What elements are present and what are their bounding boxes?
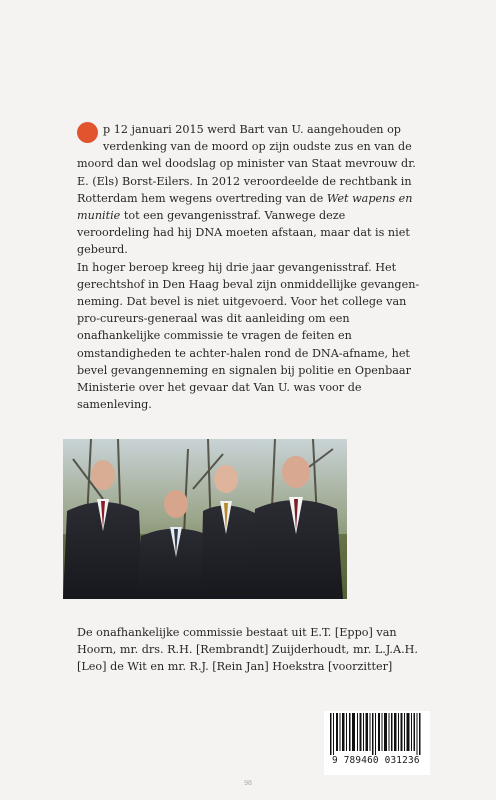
commission-photo [63, 439, 347, 599]
isbn-barcode [324, 711, 430, 775]
paragraph-1-text-a: p 12 januari 2015 werd Bart van U. aangehouden op verdenking van de moord op zijn oudste zus en van de moord dan wel doodslag op minister van Staat mevrouw dr. E. (Els) Borst-Eilers. In 2012 veroordeelde de rechtbank in Rotterdam hem wegens overtreding van de [77, 123, 416, 205]
drop-cap-circle [77, 122, 98, 143]
isbn-digits: 9 789460 031236 [332, 755, 420, 766]
italic-law-title: Wet wapens en munitie [77, 191, 413, 223]
body-text [77, 121, 421, 413]
commission-photo-image [63, 439, 347, 599]
photo-caption: De onafhankelijke commissie bestaat uit E.T. [Eppo] van Hoorn, mr. drs. R.H. [Rembrandt] Zuijderhoudt, mr. L.J.A.H. [Leo] de Wit en mr. R.J. [Rein Jan] Hoekstra [voorzitter] [77, 626, 418, 674]
paragraph-1-text-b: tot een gevangenisstraf. Vanwege deze veroordeling had hij DNA moeten afstaan, maar dat is niet gebeurd. [77, 209, 410, 257]
paragraph-1 [77, 121, 421, 259]
paragraph-2: In hoger beroep kreeg hij drie jaar gevangenisstraf. Het gerechtshof in Den Haag beval zijn onmiddellijke gevangen-neming. Dat bevel is niet uitgevoerd. Voor het college van pro-cureurs-generaal was dit aanleiding om een onafhankelijke commissie te vragen de feiten en omstandigheden te achter-halen rond de DNA-afname, het bevel gevangenneming en signalen bij politie en Openbaar Ministerie over het gevaar dat Van U. was voor de samenleving. [77, 260, 420, 412]
page-number: 98 [244, 780, 252, 787]
barcode-bars [324, 711, 430, 755]
